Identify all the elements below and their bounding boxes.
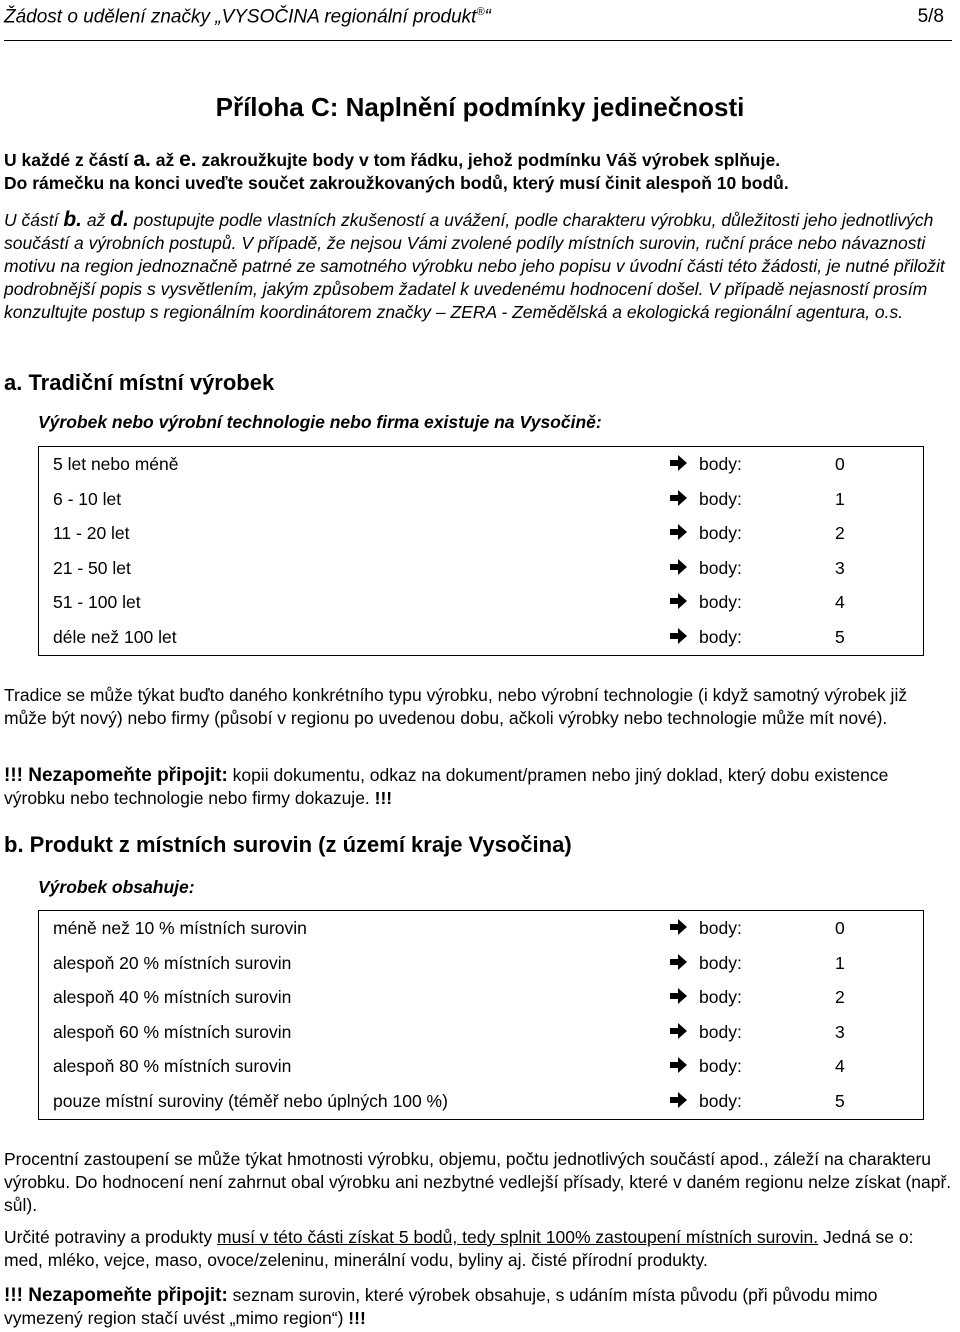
points-label: body: [699, 1021, 742, 1042]
arrow-right-icon [667, 985, 689, 1007]
reminder-strong: !!! Nezapomeňte připojit: [4, 765, 228, 786]
section-a-reminder [4, 764, 954, 810]
score-condition: 21 - 50 let [53, 557, 131, 578]
arrow-right-icon [667, 521, 689, 543]
header-title-close: “ [484, 6, 491, 28]
arrow-right-icon [667, 916, 689, 938]
points-label: body: [699, 952, 742, 973]
registered-mark: ® [476, 6, 485, 18]
points-value: 1 [835, 488, 845, 509]
points-value: 5 [835, 626, 845, 647]
score-row[interactable] [39, 1049, 923, 1084]
points-label: body: [699, 1056, 742, 1077]
requirement-underlined: musí v této části získat 5 bodů, tedy splnit 100% zastoupení místních surovin. [217, 1227, 819, 1247]
score-row[interactable] [39, 516, 923, 551]
section-b-subheading: Výrobek obsahuje: [38, 877, 195, 897]
score-row[interactable] [39, 482, 923, 517]
score-condition: alespoň 60 % místních surovin [53, 1021, 292, 1042]
score-row[interactable] [39, 980, 923, 1015]
note-text: postupujte podle vlastních zkušeností a uvážení, podle charakteru výrobku, důležitosti jeho jednotlivých součástí a výrobních postupů. [4, 210, 934, 253]
score-condition: 51 - 100 let [53, 592, 141, 613]
section-a-subheading: Výrobek nebo výrobní technologie nebo firma existuje na Vysočině: [38, 412, 602, 432]
requirement-text: Jedná se o: med, mléko, vejce, maso, ovoce/zeleninu, minerální vodu, byliny aj. čisté přírodní produkty. [4, 1227, 914, 1270]
points-label: body: [699, 918, 742, 938]
page-number: 5/8 [917, 6, 944, 27]
note-text: V případě, že nejsou Vámi zvolené podíly místních surovin, ruční práce nebo návaznosti motivu na region jednoznačně patrné ze samotného výrobku nebo jeho popisu v úvodní části této žádosti, je nutné přiložit podrobnější popis s vysvětlením, jakým způsobem žadatel k uvedenému hodnocení došel. [4, 233, 945, 299]
arrow-right-icon [667, 1089, 689, 1111]
arrow-right-icon [667, 590, 689, 612]
score-condition: 6 - 10 let [53, 488, 122, 509]
section-b-heading: b. Produkt z místních surovin (z území kraje Vysočina) [4, 832, 572, 857]
reminder-end: !!! [348, 1308, 366, 1328]
score-condition: alespoň 40 % místních surovin [53, 987, 292, 1008]
note-text: až [82, 210, 111, 230]
section-a-heading: a. Tradiční místní výrobek [4, 370, 275, 395]
points-label: body: [699, 592, 742, 613]
score-row[interactable] [39, 585, 923, 620]
score-row[interactable] [39, 911, 923, 946]
section-b-explanation: Procentní zastoupení se může týkat hmotnosti výrobku, objemu, počtu jednotlivých součástí apod., záleží na charakteru výrobku. Do hodnocení není zahrnut obal výrobku ani nezbytné vedlejší přísady, které v daném regionu nelze získat (např. sůl). [4, 1149, 952, 1215]
arrow-right-icon [667, 487, 689, 509]
reminder-text: seznam surovin, které výrobek obsahuje, s udáním místa původu (při původu mimo vymezený region stačí uvést „mimo region“) [4, 1285, 878, 1328]
points-label: body: [699, 626, 742, 647]
score-row[interactable] [39, 946, 923, 981]
section-b-requirement [4, 1226, 954, 1272]
score-condition: déle než 100 let [53, 626, 177, 647]
points-value: 1 [835, 952, 845, 973]
note-text: V případě nejasností prosím konzultujte postup s regionálním koordinátorem značky – ZERA - Zemědělská a ekologická regionální agentura, o.s. [4, 279, 928, 322]
score-condition: 5 let nebo méně [53, 454, 179, 474]
intro-line-2: Do rámečku na konci uveďte součet zakroužkovaných bodů, který musí činit alespoň 10 bodů. [4, 173, 789, 193]
section-a-score-table [38, 446, 924, 656]
points-value: 2 [835, 523, 845, 544]
requirement-text: Určité potraviny a produkty [4, 1227, 218, 1247]
reminder-text: kopii dokumentu, odkaz na dokument/pramen nebo jiný doklad, který dobu existence výrobku nebo technologie nebo firmy dokazuje. [4, 765, 889, 808]
note-text: U částí [4, 210, 64, 230]
note-part-b: b. [63, 208, 82, 231]
points-label: body: [699, 557, 742, 578]
header-title [4, 6, 491, 28]
header-title-text: Žádost o udělení značky „VYSOČINA regionální produkt [4, 6, 477, 28]
points-value: 4 [835, 592, 845, 613]
section-a-explanation: Tradice se může týkat buďto daného konkrétního typu výrobku, nebo výrobní technologie (i když samotný výrobek již může být nový) nebo firmy (působí v regionu po uvedenou dobu, ačkoli výrobky nebo technologie může mít nové). [4, 685, 908, 728]
points-label: body: [699, 488, 742, 509]
section-b-reminder [4, 1284, 954, 1330]
points-value: 0 [835, 454, 845, 474]
points-value: 0 [835, 918, 845, 938]
reminder-strong: !!! Nezapomeňte připojit: [4, 1285, 228, 1306]
points-label: body: [699, 454, 742, 474]
arrow-right-icon [667, 1020, 689, 1042]
page-header [4, 6, 952, 41]
arrow-right-icon [667, 951, 689, 973]
points-label: body: [699, 1090, 742, 1111]
score-condition: méně než 10 % místních surovin [53, 918, 307, 938]
points-label: body: [699, 987, 742, 1008]
score-row[interactable] [39, 447, 923, 482]
instructions-note [4, 208, 954, 324]
score-condition: alespoň 80 % místních surovin [53, 1056, 292, 1077]
intro-part-a: a. [133, 148, 151, 171]
arrow-right-icon [667, 452, 689, 474]
intro-part-e: e. [179, 148, 197, 171]
points-value: 3 [835, 557, 845, 578]
points-value: 5 [835, 1090, 845, 1111]
arrow-right-icon [667, 556, 689, 578]
reminder-end: !!! [374, 788, 393, 808]
intro-text: zakroužkujte body v tom řádku, jehož podmínku Váš výrobek splňuje. [196, 150, 781, 170]
section-b-score-table [38, 910, 924, 1120]
score-row[interactable] [39, 620, 923, 655]
points-value: 3 [835, 1021, 845, 1042]
points-label: body: [699, 523, 742, 544]
score-condition: pouze místní suroviny (téměř nebo úplných 100 %) [53, 1090, 448, 1111]
points-value: 2 [835, 987, 845, 1008]
score-condition: alespoň 20 % místních surovin [53, 952, 292, 973]
arrow-right-icon [667, 1054, 689, 1076]
intro-text: U každé z částí [4, 150, 134, 170]
intro-instructions [4, 148, 954, 195]
score-row[interactable] [39, 1084, 923, 1119]
arrow-right-icon [667, 625, 689, 647]
points-value: 4 [835, 1056, 845, 1077]
score-condition: 11 - 20 let [53, 523, 130, 544]
intro-text: až [150, 150, 180, 170]
annex-title: Příloha C: Naplnění podmínky jedinečnosti [215, 92, 745, 122]
score-row[interactable] [39, 551, 923, 586]
note-part-d: d. [110, 208, 129, 231]
score-row[interactable] [39, 1015, 923, 1050]
